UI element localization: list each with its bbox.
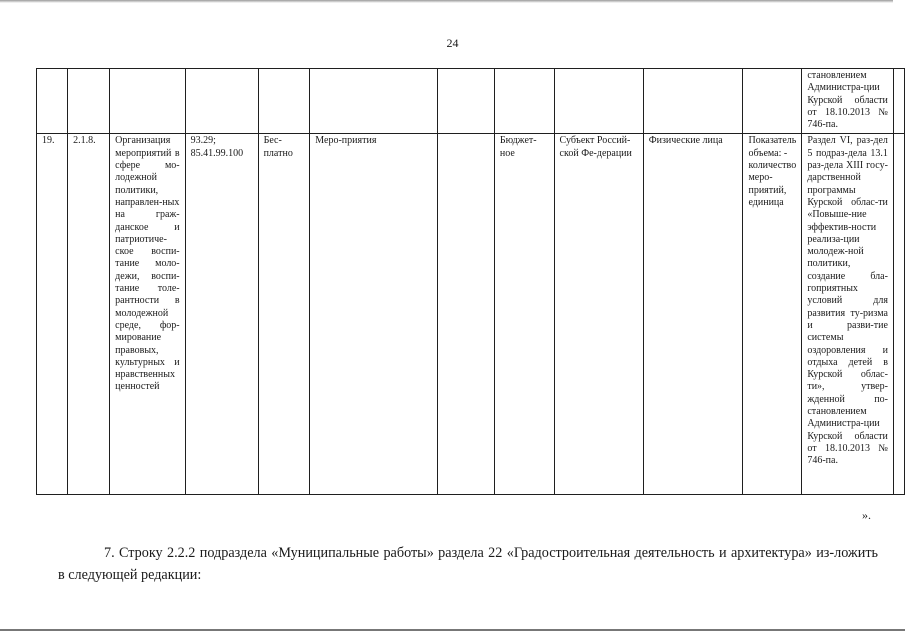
- cell-empty: [743, 69, 802, 134]
- cell-empty: [893, 134, 904, 495]
- cell-service-name: Организация мероприятий в сфере мо-лодежной политики, направлен-ных на граж-данское и патриотиче-ское воспи-тание моло-дежи, воспи-тание толе-рантности в молодежной среде, фор-мирование правовых, культурных и нравственных ценностей: [110, 134, 185, 495]
- scan-edge-top: [0, 0, 905, 3]
- cell-empty: [110, 69, 185, 134]
- cell-empty: [68, 69, 110, 134]
- cell-basis-continued: становлением Администра-ции Курской области от 18.10.2013 № 746-па.: [802, 69, 894, 134]
- cell-empty: [494, 69, 554, 134]
- closing-quote: ».: [862, 508, 871, 522]
- cell-okved: 93.29; 85.41.99.100: [185, 134, 258, 495]
- cell-row-number: 19.: [37, 134, 68, 495]
- cell-basis: Раздел VI, раз-дел 5 подраз-дела 13.1 раз-дела XIII госу-дарственной программы Курской облас-ти «Повыше-ние эффектив-ности реализа-ции молодеж-ной политики, создание бла-гоприятных условий для развития ту-ризма и разви-тие системы оздоровления и отдыха детей в Курской облас-ти», утвер-жденной по-становлением Администра-ции Курской области от 18.10.2013 № 746-па.: [802, 134, 894, 495]
- cell-code: 2.1.8.: [68, 134, 110, 495]
- cell-indicator: Показатель объема: - количество меро-приятий, единица: [743, 134, 802, 495]
- cell-funding: Бюджет-ное: [494, 134, 554, 495]
- page-number: 24: [446, 36, 459, 50]
- cell-empty: [438, 134, 495, 495]
- cell-consumers: Физические лица: [643, 134, 743, 495]
- cell-empty: [643, 69, 743, 134]
- cell-empty: [258, 69, 310, 134]
- cell-payment: Бес-платно: [258, 134, 310, 495]
- cell-empty: [185, 69, 258, 134]
- table-row-19: [37, 134, 905, 495]
- cell-empty: [310, 69, 438, 134]
- cell-empty: [554, 69, 643, 134]
- cell-empty: [893, 69, 904, 134]
- scan-edge-bottom: [0, 629, 905, 631]
- cell-subject: Субъект Россий-ской Фе-дерации: [554, 134, 643, 495]
- cell-empty: [438, 69, 495, 134]
- table-row-continued: [37, 69, 905, 134]
- cell-empty: [37, 69, 68, 134]
- paragraph-item-7: 7. Строку 2.2.2 подраздела «Муниципальные работы» раздела 22 «Градостроительная деятельность и архитектура» из-ложить в следующей редакции:: [58, 545, 878, 583]
- cell-type: Меро-приятия: [310, 134, 438, 495]
- services-table: [36, 68, 905, 495]
